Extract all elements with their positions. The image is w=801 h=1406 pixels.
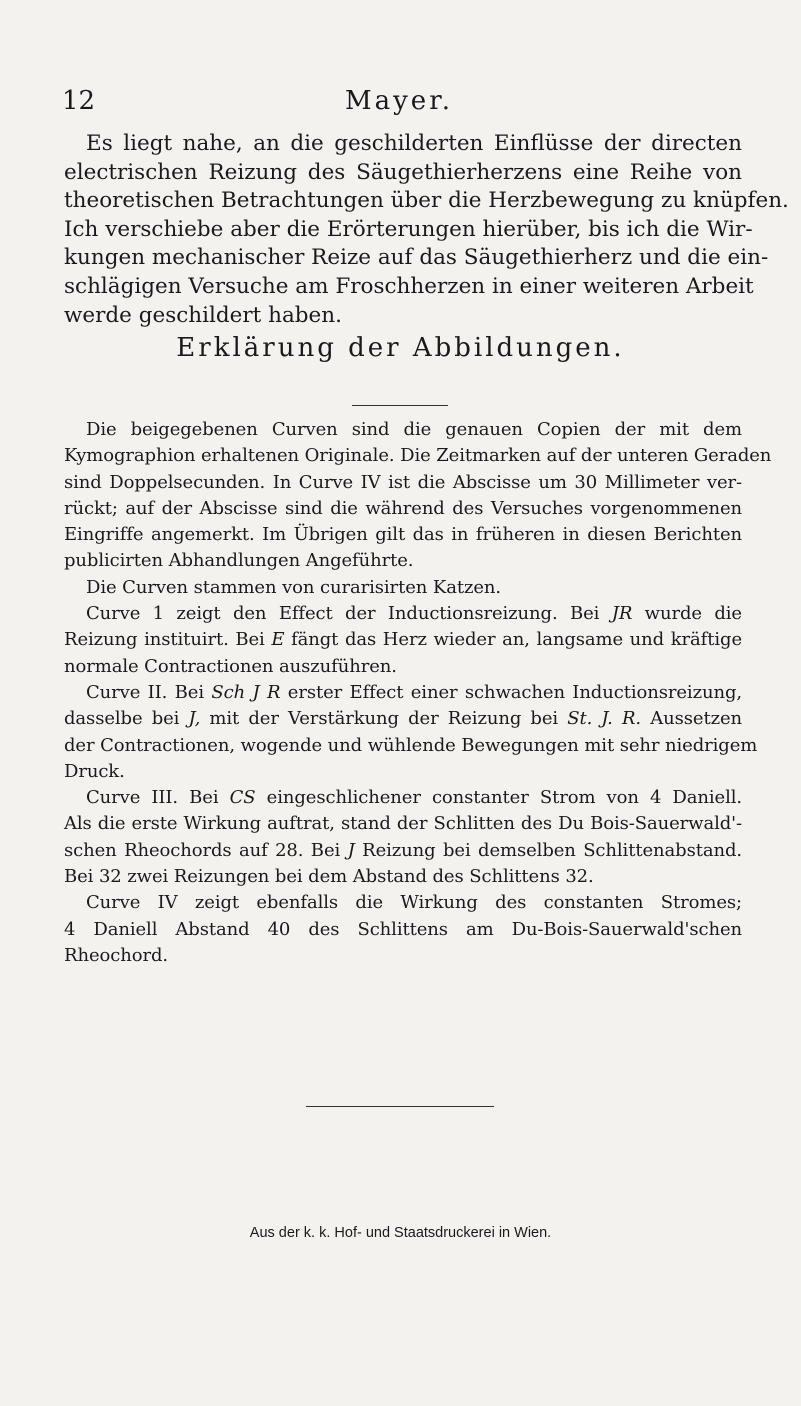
text-line: Eingriffe angemerkt. Im Übrigen gilt das in früheren in diesen Berichten [64, 524, 742, 546]
text-line: Ich verschiebe aber die Erörterungen hierüber, bis ich die Wir- [64, 216, 753, 242]
text-line: Curve 1 zeigt den Effect der Inductionsreizung. Bei JR wurde die [86, 603, 742, 625]
text-line: Es liegt nahe, an die geschilderten Einflüsse der directen [86, 131, 742, 156]
text-line: normale Contractionen auszuführen. [64, 655, 397, 677]
text-line: 4 Daniell Abstand 40 des Schlittens am Du-Bois-Sauerwald'schen [64, 918, 742, 940]
text-line: Curve IV zeigt ebenfalls die Wirkung des constanten Stromes; [86, 892, 742, 914]
text-line: sind Doppelsecunden. In Curve IV ist die Abscisse um 30 Millimeter ver- [64, 471, 742, 493]
text-line: Curve III. Bei CS eingeschlichener constanter Strom von 4 Daniell. [86, 787, 743, 809]
text-line: Die beigegebenen Curven sind die genauen Copien der mit dem [86, 419, 742, 440]
section-title: Erklärung der Abbildungen. [176, 333, 625, 363]
text-line: Als die erste Wirkung auftrat, stand der Schlitten des Du Bois-Sauerwald'- [64, 813, 742, 835]
text-line: Druck. [64, 760, 125, 782]
text-line: dasselbe bei J, mit der Verstärkung der Reizung bei St. J. R. Aussetzen [64, 708, 742, 730]
text-line: Rheochord. [64, 944, 168, 966]
divider [306, 1106, 494, 1107]
text-line: Die Curven stammen von curarisirten Katzen. [86, 576, 502, 598]
text-line: Kymographion erhaltenen Originale. Die Zeitmarken auf der unteren Geraden [64, 445, 772, 467]
text-line: schen Rheochords auf 28. Bei J Reizung bei demselben Schlittenabstand. [64, 839, 743, 861]
printer-imprint: Aus der k. k. Hof- und Staatsdruckerei in Wien. [249, 1225, 552, 1241]
text-line: electrischen Reizung des Säugethierherzens eine Reihe von [64, 159, 742, 185]
text-line: kungen mechanischer Reize auf das Säugethierherz und die ein- [64, 245, 769, 271]
text-line: theoretischen Betrachtungen über die Herzbewegung zu knüpfen. [64, 188, 789, 214]
text-line: schlägigen Versuche am Froschherzen in einer weiteren Arbeit [64, 273, 754, 299]
figure-explanation [64, 417, 772, 969]
text-line: der Contractionen, wogende und wühlende Bewegungen mit sehr niedrigem [64, 734, 758, 756]
text-line: publicirten Abhandlungen Angeführte. [64, 550, 414, 572]
text-line: Curve II. Bei Sch J R erster Effect einer schwachen Inductionsreizung, [86, 681, 742, 703]
running-head: Mayer. [345, 86, 454, 116]
intro-paragraph [64, 130, 789, 330]
page-number: 12 [62, 86, 96, 116]
divider [352, 405, 448, 406]
text-line: Reizung instituirt. Bei E fängt das Herz wieder an, langsame und kräftige [64, 629, 743, 651]
text-line: rückt; auf der Abscisse sind die während des Versuches vorgenommenen [64, 497, 742, 519]
text-line: Bei 32 zwei Reizungen bei dem Abstand des Schlittens 32. [64, 866, 594, 888]
text-line: werde geschildert haben. [64, 302, 342, 328]
